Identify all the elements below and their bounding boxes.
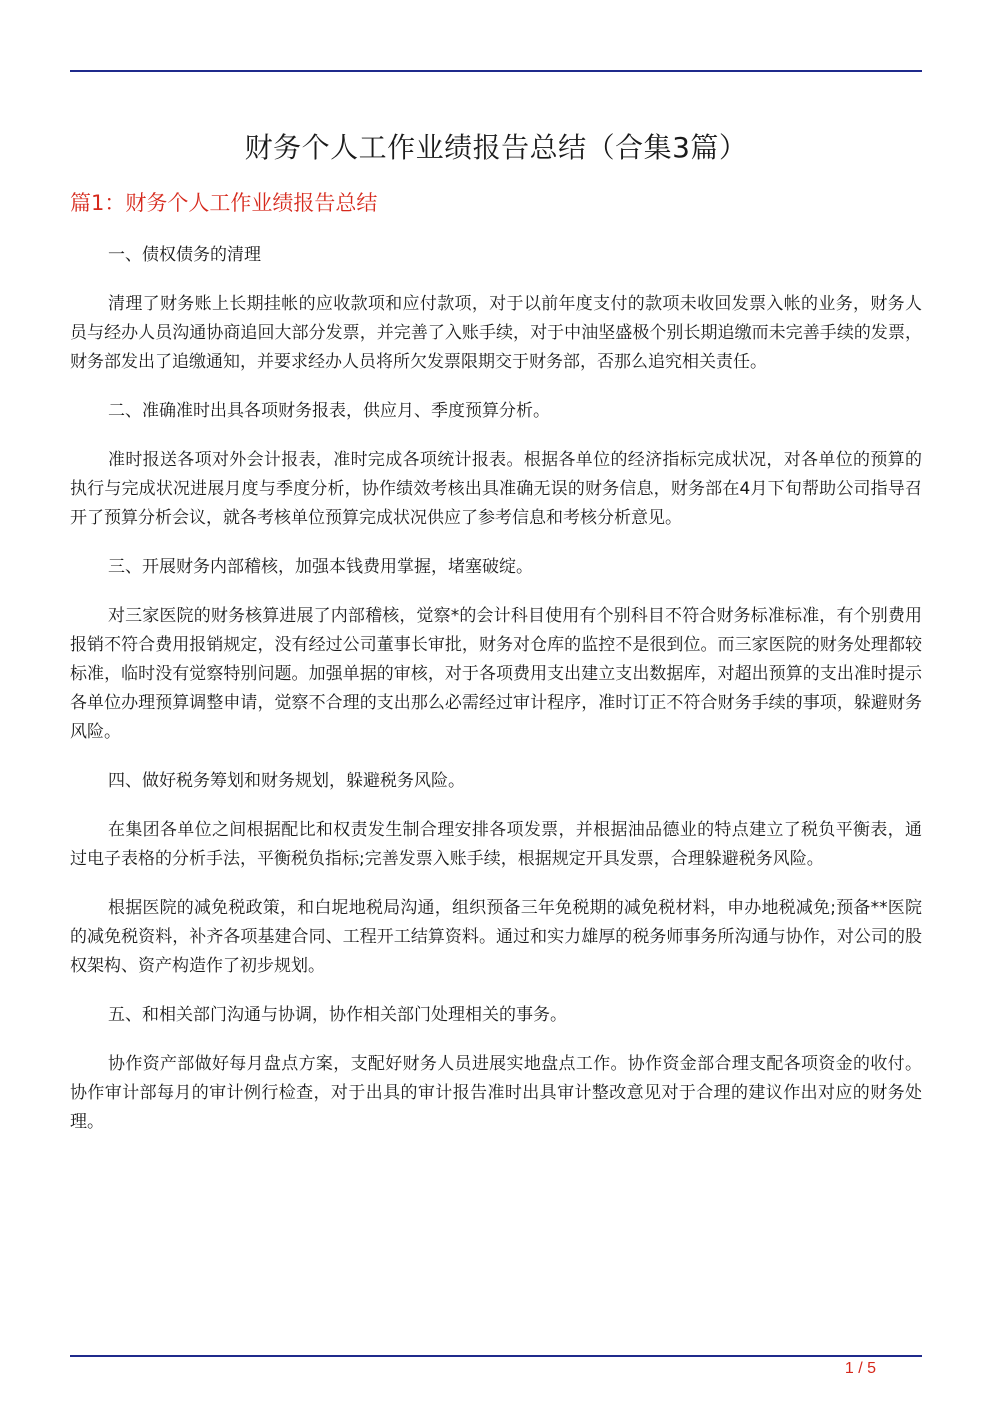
paragraph-heading-1: 一、债权债务的清理 — [108, 245, 261, 265]
paragraph-heading-5: 五、和相关部门沟通与协调，协作相关部门处理相关的事务。 — [108, 1005, 567, 1025]
paragraph-heading-4: 四、做好税务筹划和财务规划，躲避税务风险。 — [108, 771, 465, 791]
footer-rule — [70, 1355, 922, 1357]
paragraph: 清理了财务账上长期挂帐的应收款项和应付款项，对于以前年度支付的款项未收回发票入帐的业务，财务人员与经办人员沟通协商追回大部分发票，并完善了入账手续，对于中油坚盛极个别长期追缴而未完善手续的发票，财务部发出了追缴通知，并要求经办人员将所欠发票限期交于财务部，否那么追究相关责任。 — [70, 294, 922, 372]
section-title: 篇1：财务个人工作业绩报告总结 — [70, 191, 378, 215]
paragraph-heading-3: 三、开展财务内部稽核，加强本钱费用掌握，堵塞破绽。 — [108, 557, 533, 577]
document-title: 财务个人工作业绩报告总结（合集3篇） — [244, 131, 748, 164]
paragraph: 准时报送各项对外会计报表，准时完成各项统计报表。根据各单位的经济指标完成状况，对各单位的预算的执行与完成状况进展月度与季度分析，协作绩效考核出具准确无误的财务信息，财务部在4月下旬帮助公司指导召开了预算分析会议，就各考核单位预算完成状况供应了参考信息和考核分析意见。 — [70, 450, 922, 528]
paragraph: 对三家医院的财务核算进展了内部稽核，觉察*的会计科目使用有个别科目不符合财务标准标准，有个别费用报销不符合费用报销规定，没有经过公司董事长审批，财务对仓库的监控不是很到位。而三家医院的财务处理都较标准，临时没有觉察特别问题。加强单据的审核，对于各项费用支出建立支出数据库，对超出预算的支出准时提示各单位办理预算调整申请，觉察不合理的支出那么必需经过审计程序，准时订正不符合财务手续的事项，躲避财务风险。 — [70, 606, 922, 742]
document-body — [70, 241, 922, 1157]
paragraph-heading-2: 二、准确准时出具各项财务报表，供应月、季度预算分析。 — [108, 401, 550, 421]
paragraph: 根据医院的减免税政策，和白坭地税局沟通，组织预备三年免税期的减免税材料，申办地税减免;预备**医院的减免税资料，补齐各项基建合同、工程开工结算资料。通过和实力雄厚的税务师事务所沟通与协作，对公司的股权架构、资产构造作了初步规划。 — [70, 898, 922, 976]
page-number: 1 / 5 — [844, 1360, 876, 1377]
paragraph: 在集团各单位之间根据配比和权责发生制合理安排各项发票，并根据油品德业的特点建立了税负平衡表，通过电子表格的分析手法，平衡税负指标;完善发票入账手续，根据规定开具发票，合理躲避税务风险。 — [70, 820, 922, 869]
header-rule — [70, 70, 922, 72]
paragraph: 协作资产部做好每月盘点方案，支配好财务人员进展实地盘点工作。协作资金部合理支配各项资金的收付。协作审计部每月的审计例行检查，对于出具的审计报告准时出具审计整改意见对于合理的建议作出对应的财务处理。 — [70, 1054, 922, 1132]
